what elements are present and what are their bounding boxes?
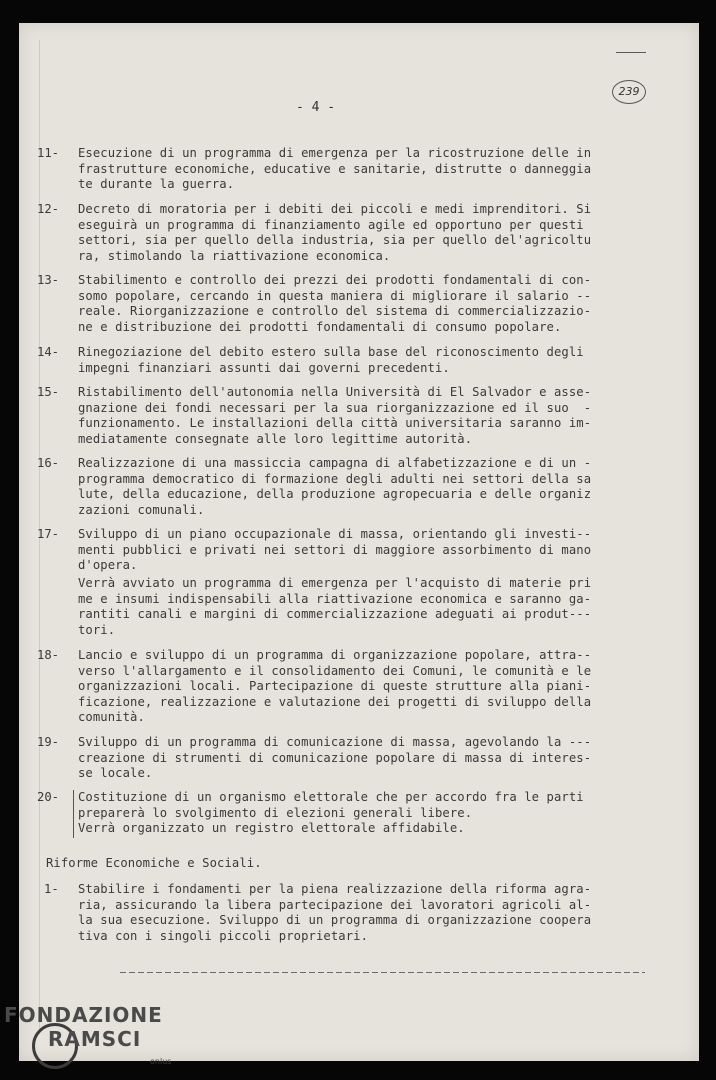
item-line: me e insumi indispensabili alla riattivazione economica e saranno ga- [78,591,592,606]
item-number: 15- [37,385,60,399]
item-line: Sviluppo di un programma di comunicazione di massa, agevolando la --- [78,735,592,749]
item-line: eseguirà un programma di finanziamento agile ed opportuno per questi [78,217,584,232]
item-line: Esecuzione di un programma di emergenza per la ricostruzione delle in [78,146,592,160]
item-line: Stabilimento e controllo dei prezzi dei prodotti fondamentali di con- [78,273,592,287]
item-line: Costituzione di un organismo elettorale che per accordo fra le parti [78,790,584,804]
item-number: 17- [37,527,60,541]
item-line: gnazione dei fondi necessari per la sua riorganizzazione ed il suo - [78,400,592,415]
item-line: ne e distribuzione dei prodotti fondamentali di consumo popolare. [78,319,562,334]
item-number: 13- [37,273,60,287]
item-line: la sua esecuzione. Sviluppo di un programma di organizzazione coopera [78,913,592,928]
item-line: tori. [78,622,116,637]
item-line: ra, stimolando la riattivazione economica. [78,248,391,263]
logo-onlus: onlus [150,1057,172,1066]
item-number: 18- [37,648,60,662]
item-line: zazioni comunali. [78,502,205,517]
item-line: funzionamento. Le installazioni della città universitaria saranno im- [78,416,592,431]
section-heading: Riforme Economiche e Sociali. [46,856,262,870]
item-line: Stabilire i fondamenti per la piena realizzazione della riforma agra- [78,882,592,896]
logo-line2: RAMSCI [48,1027,142,1051]
item-line: organizzazioni locali. Partecipazione di queste strutture alla piani- [78,679,592,694]
item-line: somo popolare, cercando in questa maniera di migliorare il salario -- [78,288,592,303]
item-line: Rinegoziazione del debito estero sulla base del riconoscimento degli [78,345,584,359]
item-line: te durante la guerra. [78,177,235,192]
bottom-rule [120,972,645,973]
item-number: 12- [37,202,60,216]
item-number: 20- [37,790,60,804]
top-right-mark [616,52,646,53]
item-line: mediatamente consegnate alle loro legittime autorità. [78,431,473,446]
item-line: comunità. [78,710,145,725]
item-number: 16- [37,456,60,470]
item-line: impegni finanziari assunti dai governi precedenti. [78,360,450,375]
item-line: tiva con i singoli piccoli proprietari. [78,928,369,943]
item-line: reale. Riorganizzazione e controllo del sistema di commercializzazio- [78,304,592,319]
item-line: se locale. [78,766,153,781]
item-line: Realizzazione di una massiccia campagna di alfabetizzazione e di un - [78,456,592,470]
item-number: 11- [37,146,60,160]
item-line: Sviluppo di un piano occupazionale di massa, orientando gli investi-- [78,527,592,541]
item-line: preparerà lo svolgimento di elezioni generali libere. [78,805,473,820]
item-line: Verrà organizzato un registro elettorale affidabile. [78,821,465,836]
item-line: verso l'allargamento e il consolidamento dei Comuni, le comunità e le [78,663,592,678]
item-line: menti pubblici e privati nei settori di maggiore assorbimento di mano [78,542,592,557]
item-line: creazione di strumenti di comunicazione popolare di massa di interes- [78,750,592,765]
item-number: 14- [37,345,60,359]
item-line: settori, sia per quello della industria, sia per quello del'agricoltu [78,233,592,248]
item-line: Lancio e sviluppo di un programma di organizzazione popolare, attra-- [78,648,592,662]
item-line: Decreto di moratoria per i debiti dei piccoli e medi imprenditori. Si [78,202,592,216]
item-line: rantiti canali e margini di commercializzazione adeguati ai produt--- [78,607,592,622]
margin-bracket [73,790,74,838]
item-line: programma democratico di formazione degli adulti nei settori della sa [78,471,592,486]
item-line: frastrutture economiche, educative e sanitarie, distrutte o danneggia [78,161,592,176]
fondazione-gramsci-logo [4,1003,172,1066]
item-line: d'opera. [78,558,138,573]
item-line: Ristabilimento dell'autonomia nella Università di El Salvador e asse- [78,385,592,399]
logo-line1: FONDAZIONE [4,1003,163,1027]
item-number: 19- [37,735,60,749]
item-line: ria, assicurando la libera partecipazione dei lavoratori agricoli al- [78,897,592,912]
item-line: lute, della educazione, della produzione agropecuaria e delle organiz [78,487,592,502]
archive-stamp: 239 [612,80,646,104]
item-line: Verrà avviato un programma di emergenza per l'acquisto di materie pri [78,576,592,590]
item-number: 1- [44,882,59,896]
item-line: ficazione, realizzazione e valutazione dei progetti di sviluppo della [78,694,592,709]
page-number: - 4 - [296,100,336,115]
